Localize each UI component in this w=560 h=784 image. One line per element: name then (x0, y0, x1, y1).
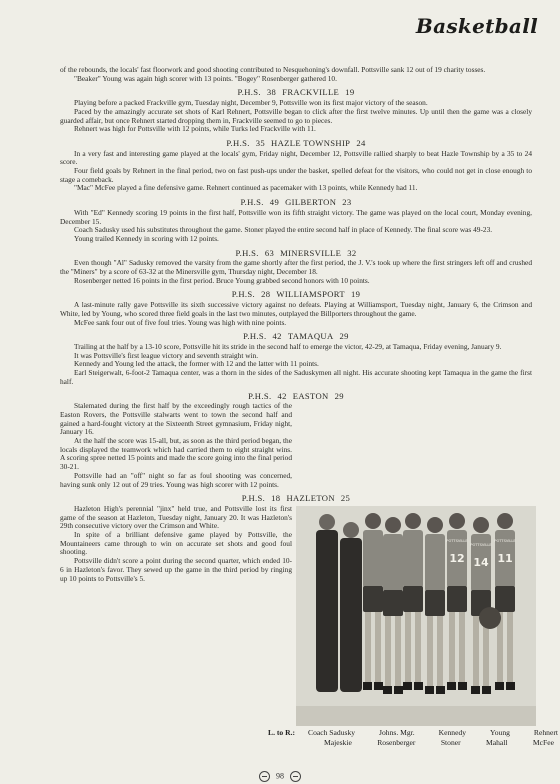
caption-name: Coach Sadusky (308, 728, 356, 737)
game-paragraph: Stalemated during the first half by the exceedingly rough tactics of the Easton Rovers, the Pottsville stalwarts went to town the second half and gained a hard-fought victory at the Sixteenth Street gymnasium, Friday night, January 16. (60, 401, 292, 437)
caption-name: Stoner (440, 737, 461, 747)
game-heading (60, 249, 532, 258)
home-score: 28 (261, 289, 271, 300)
game-paragraph: In a very fast and interesting game played at the locals' gym, Friday night, December 12, Pottsville rallied sharply to beat Hazle Township by a 35 to 24 score. (60, 148, 532, 167)
opponent-name: TAMAQUA (287, 331, 334, 342)
game-heading (60, 290, 532, 299)
opponent-score: 23 (342, 197, 352, 208)
home-score: 42 (272, 331, 282, 342)
caption-row-1 (308, 728, 558, 738)
team-name: P.H.S. (248, 390, 272, 401)
opponent-name: MINERSVILLE (280, 247, 342, 258)
opponent-name: FRACKVILLE (282, 87, 340, 98)
game-paragraph: It was Pottsville's first league victory and seventh straight win. (74, 350, 259, 360)
section-title: Basketball (415, 14, 538, 38)
team-name: P.H.S. (240, 197, 264, 208)
home-score: 49 (269, 197, 280, 208)
game-paragraph: Coach Sadusky used his substitutes throughout the game. Stoner played the entire second half in place of Kennedy. The final score was 49-23. (74, 225, 493, 235)
jersey-text: POTTSVILLE (494, 539, 516, 543)
game-paragraph: Rosenberger netted 16 points in the first period. Bruce Young grabbed second honors with 10 points. (74, 275, 370, 285)
game-heading (60, 198, 532, 207)
game-heading (60, 392, 532, 401)
basketball-icon (479, 607, 501, 629)
team-photo-image (296, 506, 536, 726)
jersey-text: POTTSVILLE (470, 543, 492, 547)
page-footer (0, 771, 560, 782)
opponent-name: EASTON (292, 390, 329, 401)
team-name: P.H.S. (231, 289, 256, 300)
caption-row-2 (324, 738, 554, 748)
game-paragraph: Earl Steigerwalt, 6-foot-2 Tamaqua center, was a thorn in the sides of the Saduskymen all night. His accurate shooting kept Tamaqua in the game the first half. (60, 368, 532, 386)
team-name: P.H.S. (241, 493, 266, 504)
opponent-name: HAZLE TOWNSHIP (271, 137, 351, 148)
opponent-score: 19 (350, 289, 361, 300)
caption-prefix: L. to R.: (268, 728, 295, 737)
jersey-number: 14 (473, 556, 489, 569)
game-paragraph: Pottsville had an "off" night so far as foul shooting was concerned, having sunk only 12 out of 29 tries. Young was high scorer with 12 points. (60, 470, 292, 489)
game-paragraph: "Mac" McFee played a fine defensive game. Rehnert continued as pacemaker with 13 points, while Kennedy had 11. (74, 183, 418, 193)
game-paragraph: Kennedy and Young led the attack, the former with 12 and the latter with 11 points. (74, 359, 319, 369)
team-name: P.H.S. (235, 247, 259, 258)
game-paragraph: Paced by the amazingly accurate set shots of Karl Rehnert, Pottsville began to click after the first twelve minutes. Up until then the game was a closely guarded affair, but once Rehnert started dropping them in, Frackville seemed to go to pieces. (60, 106, 532, 125)
opponent-score: 24 (356, 137, 366, 148)
game-paragraph: In spite of a brilliant defensive game played by Pottsville, the Mountaineers came through to win on accurate set shots and good foul shooting. (60, 530, 292, 557)
opponent-score: 29 (339, 331, 349, 342)
game-paragraph: Even though "Al" Sadusky removed the varsity from the game shortly after the first period, the J. V.'s took up where the first stringers left off and crushed the "Miners" by a score of 63-32 at the Minersville gym, Thursday night, December 18. (60, 258, 532, 277)
team-name: P.H.S. (243, 331, 267, 342)
home-score: 18 (271, 493, 281, 504)
game-paragraph: Trailing at the half by a 13-10 score, Pottsville hit its stride in the second half to emerge the victor, 42-29, at Tamaqua, Friday evening, January 9. (74, 341, 502, 351)
team-name: P.H.S. (237, 87, 261, 98)
caption-name: Majeskie (324, 737, 352, 747)
opponent-name: HAZLETON (286, 493, 335, 504)
page-number: 98 (276, 771, 284, 781)
ornament-icon (290, 771, 301, 782)
photo-caption (268, 728, 558, 747)
caption-name: Young (490, 728, 510, 737)
home-score: 42 (277, 390, 287, 401)
home-score: 35 (255, 137, 266, 148)
jersey-number: 11 (497, 552, 513, 565)
game-paragraph: Pottsville didn't score a point during the second quarter, which ended 10-6 in Hazleton's favor. They sewed up the game in the third period by ringing up 10 points to Pottsville's 5. (60, 556, 292, 583)
home-score: 38 (266, 87, 277, 98)
team-name: P.H.S. (226, 137, 250, 148)
opponent-score: 25 (340, 493, 351, 504)
game-paragraph: A last-minute rally gave Pottsville its sixth successive victory against no defeats. Playing at Williamsport, Tuesday night, January 6, the Crimson and White, led by Young, who scored three field goals in the last two minutes, outplayed the Billporters throughout the game. (60, 300, 532, 318)
game-paragraph: Rehnert was high for Pottsville with 12 points, while Turks led Frackville with 11. (74, 124, 316, 134)
game-heading (60, 332, 532, 341)
game-paragraph: Hazleton High's perennial "jinx" held true, and Pottsville lost its first game of the season at Hazleton, Tuesday night, January 20. It was Hazleton's 29th consecutive victory over the Crimson and White. (60, 503, 292, 531)
caption-name: Rehnert (533, 728, 558, 737)
game-heading (60, 88, 532, 97)
intro-paragraph: of the rebounds, the locals' fast floorwork and good shooting contributed to Nesquehoning's downfall. Pottsville sank 12 out of 19 charity tosses. (60, 65, 486, 74)
opponent-score: 29 (334, 390, 344, 401)
game-paragraph: With "Ed" Kennedy scoring 19 points in the first half, Pottsville won its fifth straight victory. The game was played on the local court, Monday evening, December 15. (60, 207, 532, 226)
jersey-text: POTTSVILLE (446, 539, 468, 543)
person-figure (316, 514, 338, 692)
game-paragraph: Young trailed Kennedy in scoring with 12 points. (74, 233, 219, 243)
ornament-icon (259, 771, 270, 782)
caption-name: McFee (532, 737, 554, 747)
opponent-score: 19 (345, 87, 355, 98)
game-paragraph: Four field goals by Rehnert in the final period, two on fast push-ups under the basket, spelled defeat for the visitors, who could not get in close enough to stage a comeback. (60, 166, 532, 184)
opponent-name: WILLIAMSPORT (276, 289, 345, 300)
caption-name: Kennedy (438, 728, 467, 737)
opponent-score: 32 (347, 247, 357, 258)
person-figure (340, 522, 362, 692)
intro-paragraph: "Beaker" Young was again high scorer with 13 points. "Bogey" Rosenberger gathered 10. (74, 73, 337, 83)
game-heading (60, 494, 532, 503)
game-paragraph: McFee sank four out of five foul tries. Young was high with nine points. (74, 317, 287, 327)
caption-name: Rosenberger (377, 737, 416, 747)
opponent-name: GILBERTON (285, 197, 337, 208)
jersey-number: 12 (449, 552, 465, 565)
game-paragraph: At the half the score was 15-all, but, as soon as the third period began, the locals displayed the teamwork which had carried them to eight straight wins. A scoring spree netted 15 points and made the score going into the final period 30-21. (60, 436, 292, 472)
caption-name: Mahall (486, 737, 508, 747)
home-score: 63 (264, 247, 275, 258)
game-paragraph: Playing before a packed Frackville gym, Tuesday night, December 9, Pottsville won its first major victory of the season. (74, 98, 428, 108)
caption-name: Johns. Mgr. (379, 728, 415, 737)
game-heading (60, 139, 532, 148)
